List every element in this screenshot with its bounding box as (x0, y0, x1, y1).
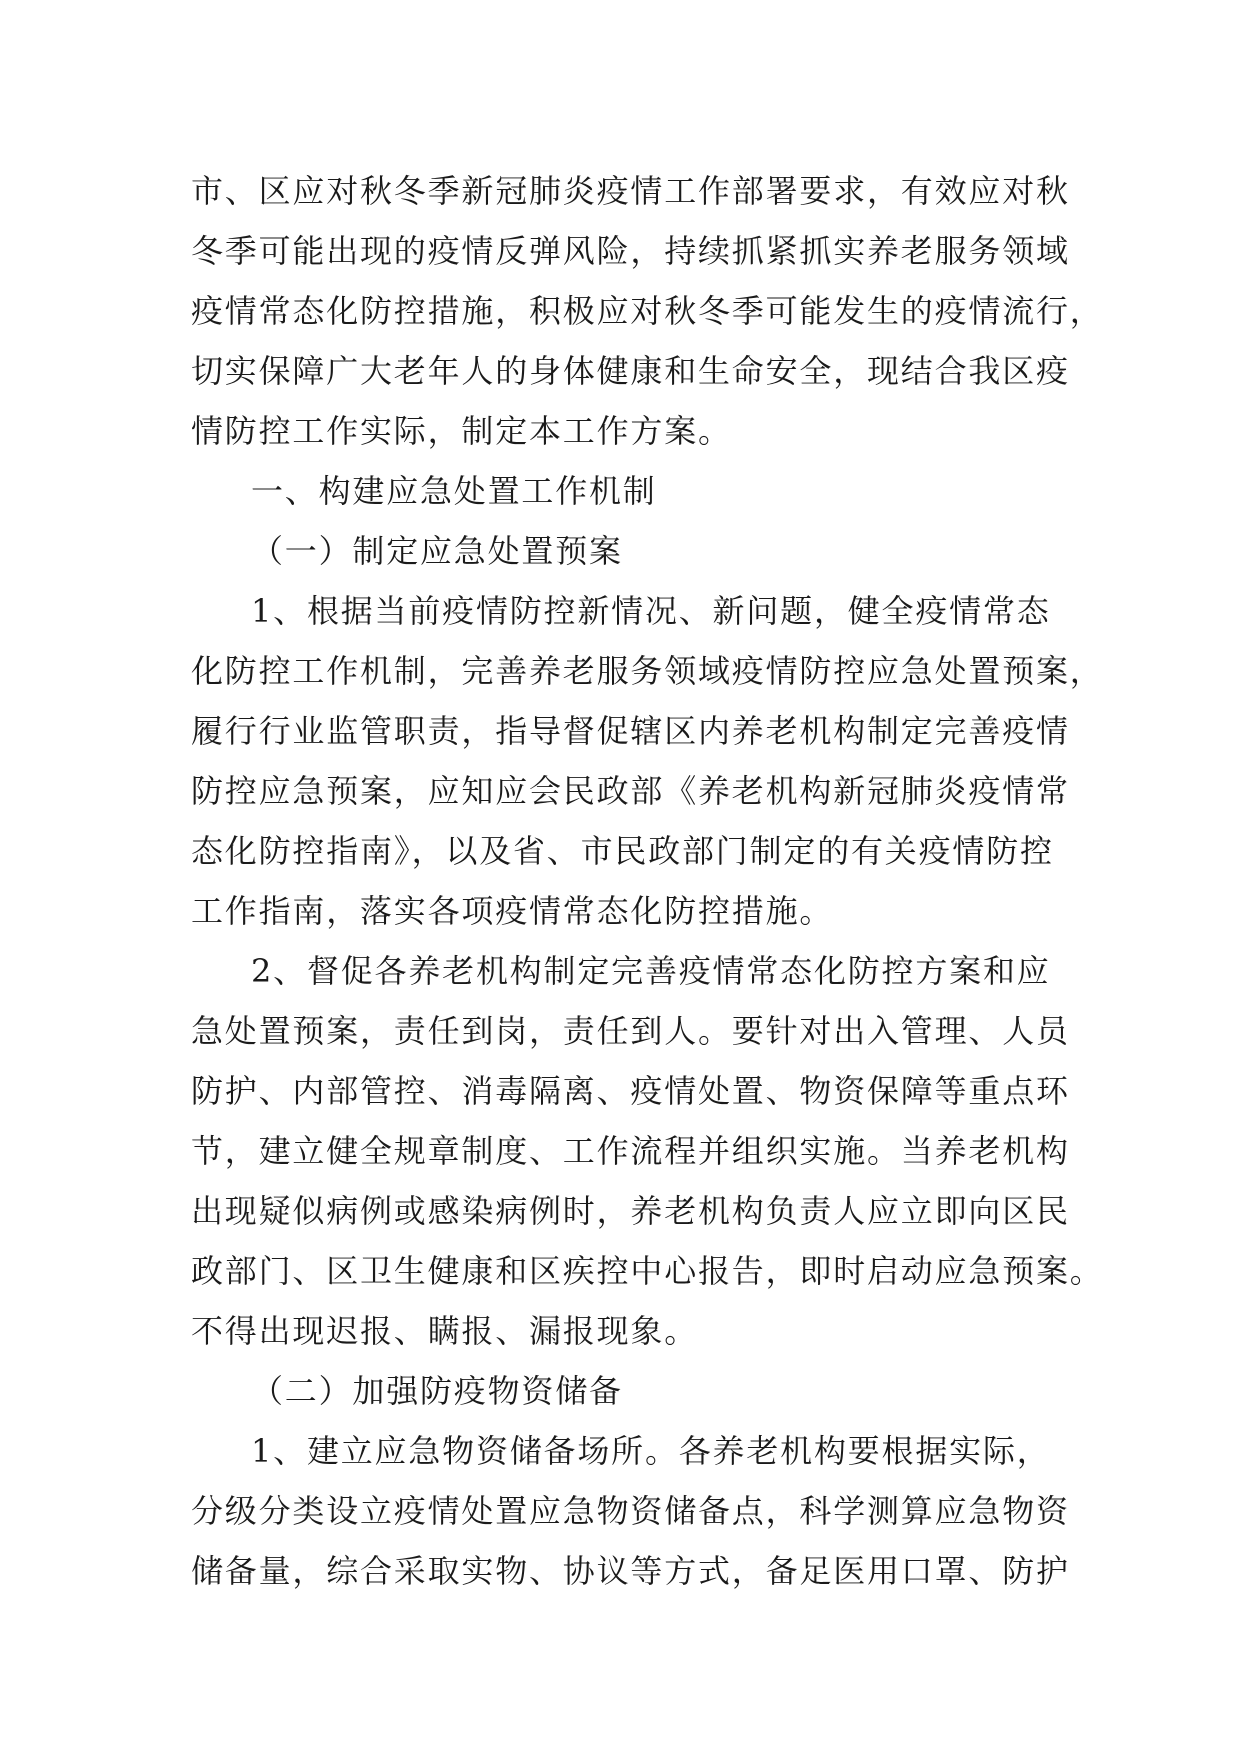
document-body (191, 161, 1104, 1601)
body-line: 1、建立应急物资储备场所。各养老机构要根据实际， (251, 1432, 1051, 1470)
body-line: 态化防控指南》，以及省、市民政部门制定的有关疫情防控 (191, 832, 1054, 870)
body-line: 分级分类设立疫情处置应急物资储备点，科学测算应急物资 (191, 1492, 1070, 1530)
body-line: 不得出现迟报、瞒报、漏报现象。 (191, 1312, 699, 1350)
body-line: 节，建立健全规章制度、工作流程并组织实施。当养老机构 (191, 1132, 1070, 1170)
body-line: 工作指南，落实各项疫情常态化防控措施。 (191, 892, 834, 930)
body-line: 2、督促各养老机构制定完善疫情常态化防控方案和应 (251, 952, 1051, 990)
subsection-heading: （一）制定应急处置预案 (251, 532, 623, 570)
section-heading: 一、构建应急处置工作机制 (251, 472, 657, 510)
body-line: 出现疑似病例或感染病例时，养老机构负责人应立即向区民 (191, 1192, 1070, 1230)
body-line: 1、根据当前疫情防控新情况、新问题，健全疫情常态 (251, 592, 1051, 630)
body-line: 化防控工作机制，完善养老服务领域疫情防控应急处置预案， (191, 652, 1104, 690)
body-line: 情防控工作实际，制定本工作方案。 (191, 412, 732, 450)
body-line: 防护、内部管控、消毒隔离、疫情处置、物资保障等重点环 (191, 1072, 1070, 1110)
body-line: 切实保障广大老年人的身体健康和生命安全，现结合我区疫 (191, 352, 1070, 390)
body-line: 防控应急预案，应知应会民政部《养老机构新冠肺炎疫情常 (191, 772, 1070, 810)
body-line: 履行行业监管职责，指导督促辖区内养老机构制定完善疫情 (191, 712, 1070, 750)
body-line: 市、区应对秋冬季新冠肺炎疫情工作部署要求，有效应对秋 (191, 172, 1070, 210)
body-line: 急处置预案，责任到岗，责任到人。要针对出入管理、人员 (191, 1012, 1070, 1050)
body-line: 政部门、区卫生健康和区疾控中心报告，即时启动应急预案。 (191, 1252, 1104, 1290)
body-line: 疫情常态化防控措施，积极应对秋冬季可能发生的疫情流行， (191, 292, 1104, 330)
body-line: 冬季可能出现的疫情反弹风险，持续抓紧抓实养老服务领域 (191, 232, 1070, 270)
body-line: 储备量，综合采取实物、协议等方式，备足医用口罩、防护 (191, 1552, 1070, 1590)
subsection-heading: （二）加强防疫物资储备 (251, 1372, 623, 1410)
